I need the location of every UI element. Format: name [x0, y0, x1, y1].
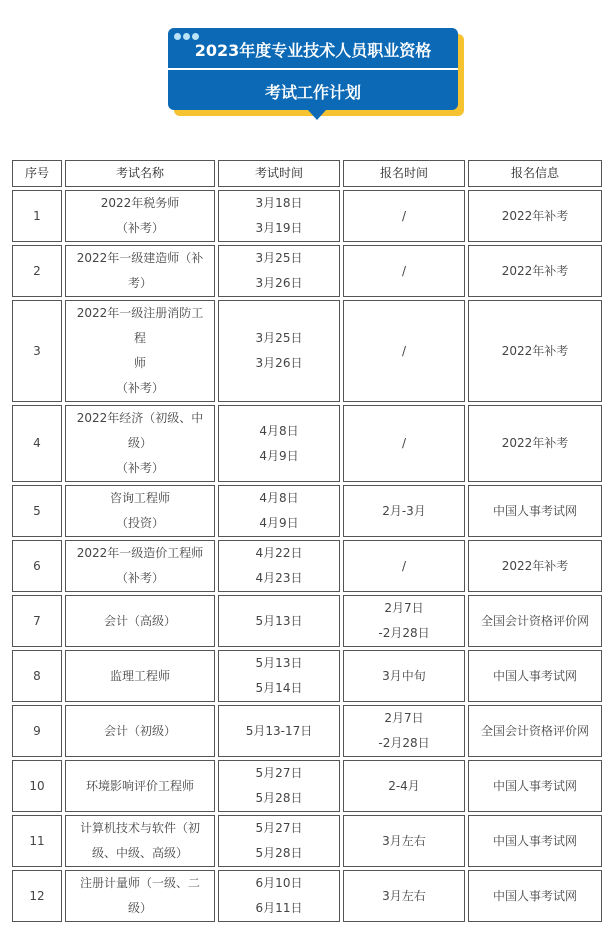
- cell-exam-name-line: （补考）: [115, 381, 164, 395]
- table-row: [12, 815, 602, 867]
- banner-title-line1: 2023年度专业技术人员职业资格: [194, 41, 432, 60]
- cell-exam-name: [65, 540, 215, 592]
- cell-exam-time-line: 5月28日: [255, 791, 303, 805]
- cell-signup-time-line: 2-4月: [388, 778, 420, 793]
- cell-exam-time: [218, 245, 340, 297]
- cell-signup-time-line: -2月28日: [378, 626, 430, 640]
- cell-exam-name-line: 2022年税务师: [100, 196, 180, 210]
- cell-exam-time: [218, 650, 340, 702]
- cell-number: 11: [12, 815, 62, 867]
- banner-title-line2: 考试工作计划: [264, 83, 361, 102]
- cell-number: 6: [12, 540, 62, 592]
- cell-signup-info: 2022年补考: [468, 300, 602, 402]
- cell-exam-time-line: 5月13-17日: [245, 723, 313, 738]
- table-row: [12, 705, 602, 757]
- cell-signup-time-line: /: [401, 208, 407, 223]
- cell-exam-time: [218, 760, 340, 812]
- cell-signup-info: 2022年补考: [468, 540, 602, 592]
- cell-exam-name-line: 级）: [127, 436, 152, 450]
- cell-exam-name: [65, 595, 215, 647]
- cell-exam-name-line: （补考）: [115, 221, 164, 235]
- cell-number: 2: [12, 245, 62, 297]
- cell-exam-name: [65, 245, 215, 297]
- cell-signup-time-line: /: [401, 436, 407, 450]
- table-row: [12, 870, 602, 922]
- cell-number: 7: [12, 595, 62, 647]
- cell-number: 4: [12, 405, 62, 482]
- cell-exam-name-line: 级）: [127, 901, 152, 915]
- cell-exam-name-line: 2022年一级注册消防工程: [76, 306, 204, 345]
- cell-signup-info: 中国人事考试网: [468, 815, 602, 867]
- cell-signup-time: [343, 870, 465, 922]
- cell-signup-time: [343, 485, 465, 537]
- cell-exam-name: [65, 485, 215, 537]
- cell-exam-time-line: 3月26日: [255, 276, 303, 290]
- cell-exam-time-line: 5月14日: [255, 681, 303, 695]
- cell-signup-info: 2022年补考: [468, 245, 602, 297]
- cell-signup-time-line: 3月左右: [382, 833, 426, 848]
- cell-exam-name-line: 监理工程师: [109, 668, 170, 683]
- table-row: [12, 650, 602, 702]
- cell-exam-name-line: （投资）: [115, 516, 164, 530]
- cell-number: 1: [12, 190, 62, 242]
- cell-exam-name-line: 计算机技术与软件（初: [79, 821, 200, 835]
- cell-number: 8: [12, 650, 62, 702]
- table-header-row: [12, 160, 602, 187]
- cell-signup-time-line: 3月中旬: [382, 668, 426, 683]
- cell-exam-time-line: 5月28日: [255, 846, 303, 860]
- cell-signup-info: 中国人事考试网: [468, 650, 602, 702]
- cell-exam-time: [218, 405, 340, 482]
- cell-signup-info: 2022年补考: [468, 405, 602, 482]
- cell-exam-time-line: 5月13日: [255, 613, 303, 628]
- cell-exam-time: [218, 870, 340, 922]
- cell-signup-time: [343, 300, 465, 402]
- banner-dots: [174, 25, 204, 33]
- cell-exam-time-line: 5月13日: [255, 656, 303, 670]
- cell-signup-info: 全国会计资格评价网: [468, 705, 602, 757]
- cell-exam-time-line: 3月19日: [255, 221, 303, 235]
- cell-signup-time-line: -2月28日: [378, 736, 430, 750]
- cell-exam-name: [65, 760, 215, 812]
- cell-exam-name-line: （补考）: [115, 461, 164, 475]
- cell-number: 12: [12, 870, 62, 922]
- cell-exam-name-line: 级、中级、高级）: [91, 846, 188, 860]
- cell-signup-info: 中国人事考试网: [468, 485, 602, 537]
- cell-exam-name: [65, 815, 215, 867]
- cell-signup-time: [343, 540, 465, 592]
- cell-exam-time-line: 5月27日: [255, 766, 303, 780]
- cell-exam-name-line: 会计（高级）: [103, 613, 176, 628]
- cell-exam-name: [65, 300, 215, 402]
- cell-signup-time-line: /: [401, 558, 407, 573]
- cell-exam-time: [218, 190, 340, 242]
- cell-exam-name-line: 2022年经济（初级、中: [76, 411, 204, 425]
- cell-signup-time: [343, 595, 465, 647]
- cell-number: 3: [12, 300, 62, 402]
- cell-signup-time-line: 2月7日: [384, 601, 424, 615]
- cell-exam-time-line: 4月9日: [259, 516, 299, 530]
- cell-signup-time: [343, 760, 465, 812]
- cell-exam-time-line: 4月22日: [255, 546, 303, 560]
- cell-signup-time-line: 2月-3月: [382, 503, 426, 518]
- cell-number: 5: [12, 485, 62, 537]
- cell-exam-name-line: 注册计量师（一级、二: [79, 876, 200, 890]
- table-row: [12, 540, 602, 592]
- cell-exam-name-line: 师: [133, 356, 146, 370]
- cell-exam-name-line: 2022年一级建造师（补: [76, 251, 204, 265]
- cell-signup-time: [343, 245, 465, 297]
- cell-exam-time-line: 4月8日: [259, 491, 299, 505]
- cell-exam-time-line: 6月10日: [255, 876, 303, 890]
- cell-exam-time: [218, 815, 340, 867]
- cell-exam-name-line: 考）: [127, 276, 152, 290]
- header-number: 序号: [12, 160, 62, 187]
- cell-signup-time: [343, 650, 465, 702]
- cell-exam-time: [218, 595, 340, 647]
- table-row: [12, 300, 602, 402]
- cell-number: 9: [12, 705, 62, 757]
- banner-separator: [168, 68, 458, 70]
- cell-exam-name: [65, 190, 215, 242]
- cell-exam-name-line: 咨询工程师: [109, 491, 170, 505]
- cell-signup-time-line: 3月左右: [382, 888, 426, 903]
- cell-signup-time: [343, 190, 465, 242]
- exam-plan-table: [9, 157, 605, 925]
- cell-exam-name: [65, 405, 215, 482]
- cell-signup-time: [343, 705, 465, 757]
- table-row: [12, 760, 602, 812]
- cell-exam-time-line: 6月11日: [255, 901, 303, 915]
- banner-pointer: [308, 110, 326, 120]
- cell-exam-name: [65, 705, 215, 757]
- cell-exam-name-line: （补考）: [115, 571, 164, 585]
- cell-exam-time-line: 3月25日: [255, 331, 303, 345]
- cell-exam-name-line: 会计（初级）: [103, 723, 176, 738]
- cell-exam-time: [218, 300, 340, 402]
- table-row: [12, 190, 602, 242]
- cell-exam-time-line: 3月26日: [255, 356, 303, 370]
- table-row: [12, 245, 602, 297]
- header-exam-time: 考试时间: [218, 160, 340, 187]
- cell-signup-info: 中国人事考试网: [468, 760, 602, 812]
- cell-exam-name-line: 环境影响评价工程师: [85, 778, 194, 793]
- cell-signup-time-line: 2月7日: [384, 711, 424, 725]
- cell-signup-info: 2022年补考: [468, 190, 602, 242]
- cell-exam-name-line: 2022年一级造价工程师: [76, 546, 204, 560]
- cell-signup-time: [343, 815, 465, 867]
- cell-signup-time-line: /: [401, 343, 407, 358]
- cell-exam-name: [65, 870, 215, 922]
- header-signup-info: 报名信息: [468, 160, 602, 187]
- cell-exam-time: [218, 705, 340, 757]
- table-row: [12, 595, 602, 647]
- cell-signup-info: 全国会计资格评价网: [468, 595, 602, 647]
- cell-exam-time: [218, 540, 340, 592]
- cell-exam-time-line: 4月9日: [259, 448, 299, 463]
- cell-signup-time: [343, 405, 465, 482]
- cell-number: 10: [12, 760, 62, 812]
- title-banner: [168, 28, 462, 118]
- table-row: [12, 485, 602, 537]
- cell-exam-time-line: 3月25日: [255, 251, 303, 265]
- cell-exam-time-line: 4月8日: [259, 423, 299, 438]
- cell-exam-time: [218, 485, 340, 537]
- cell-exam-time-line: 4月23日: [255, 571, 303, 585]
- cell-signup-time-line: /: [401, 263, 407, 278]
- table-row: [12, 405, 602, 482]
- cell-exam-time-line: 5月27日: [255, 821, 303, 835]
- header-exam-name: 考试名称: [65, 160, 215, 187]
- cell-exam-name: [65, 650, 215, 702]
- cell-exam-time-line: 3月18日: [255, 196, 303, 210]
- cell-signup-info: 中国人事考试网: [468, 870, 602, 922]
- header-signup-time: 报名时间: [343, 160, 465, 187]
